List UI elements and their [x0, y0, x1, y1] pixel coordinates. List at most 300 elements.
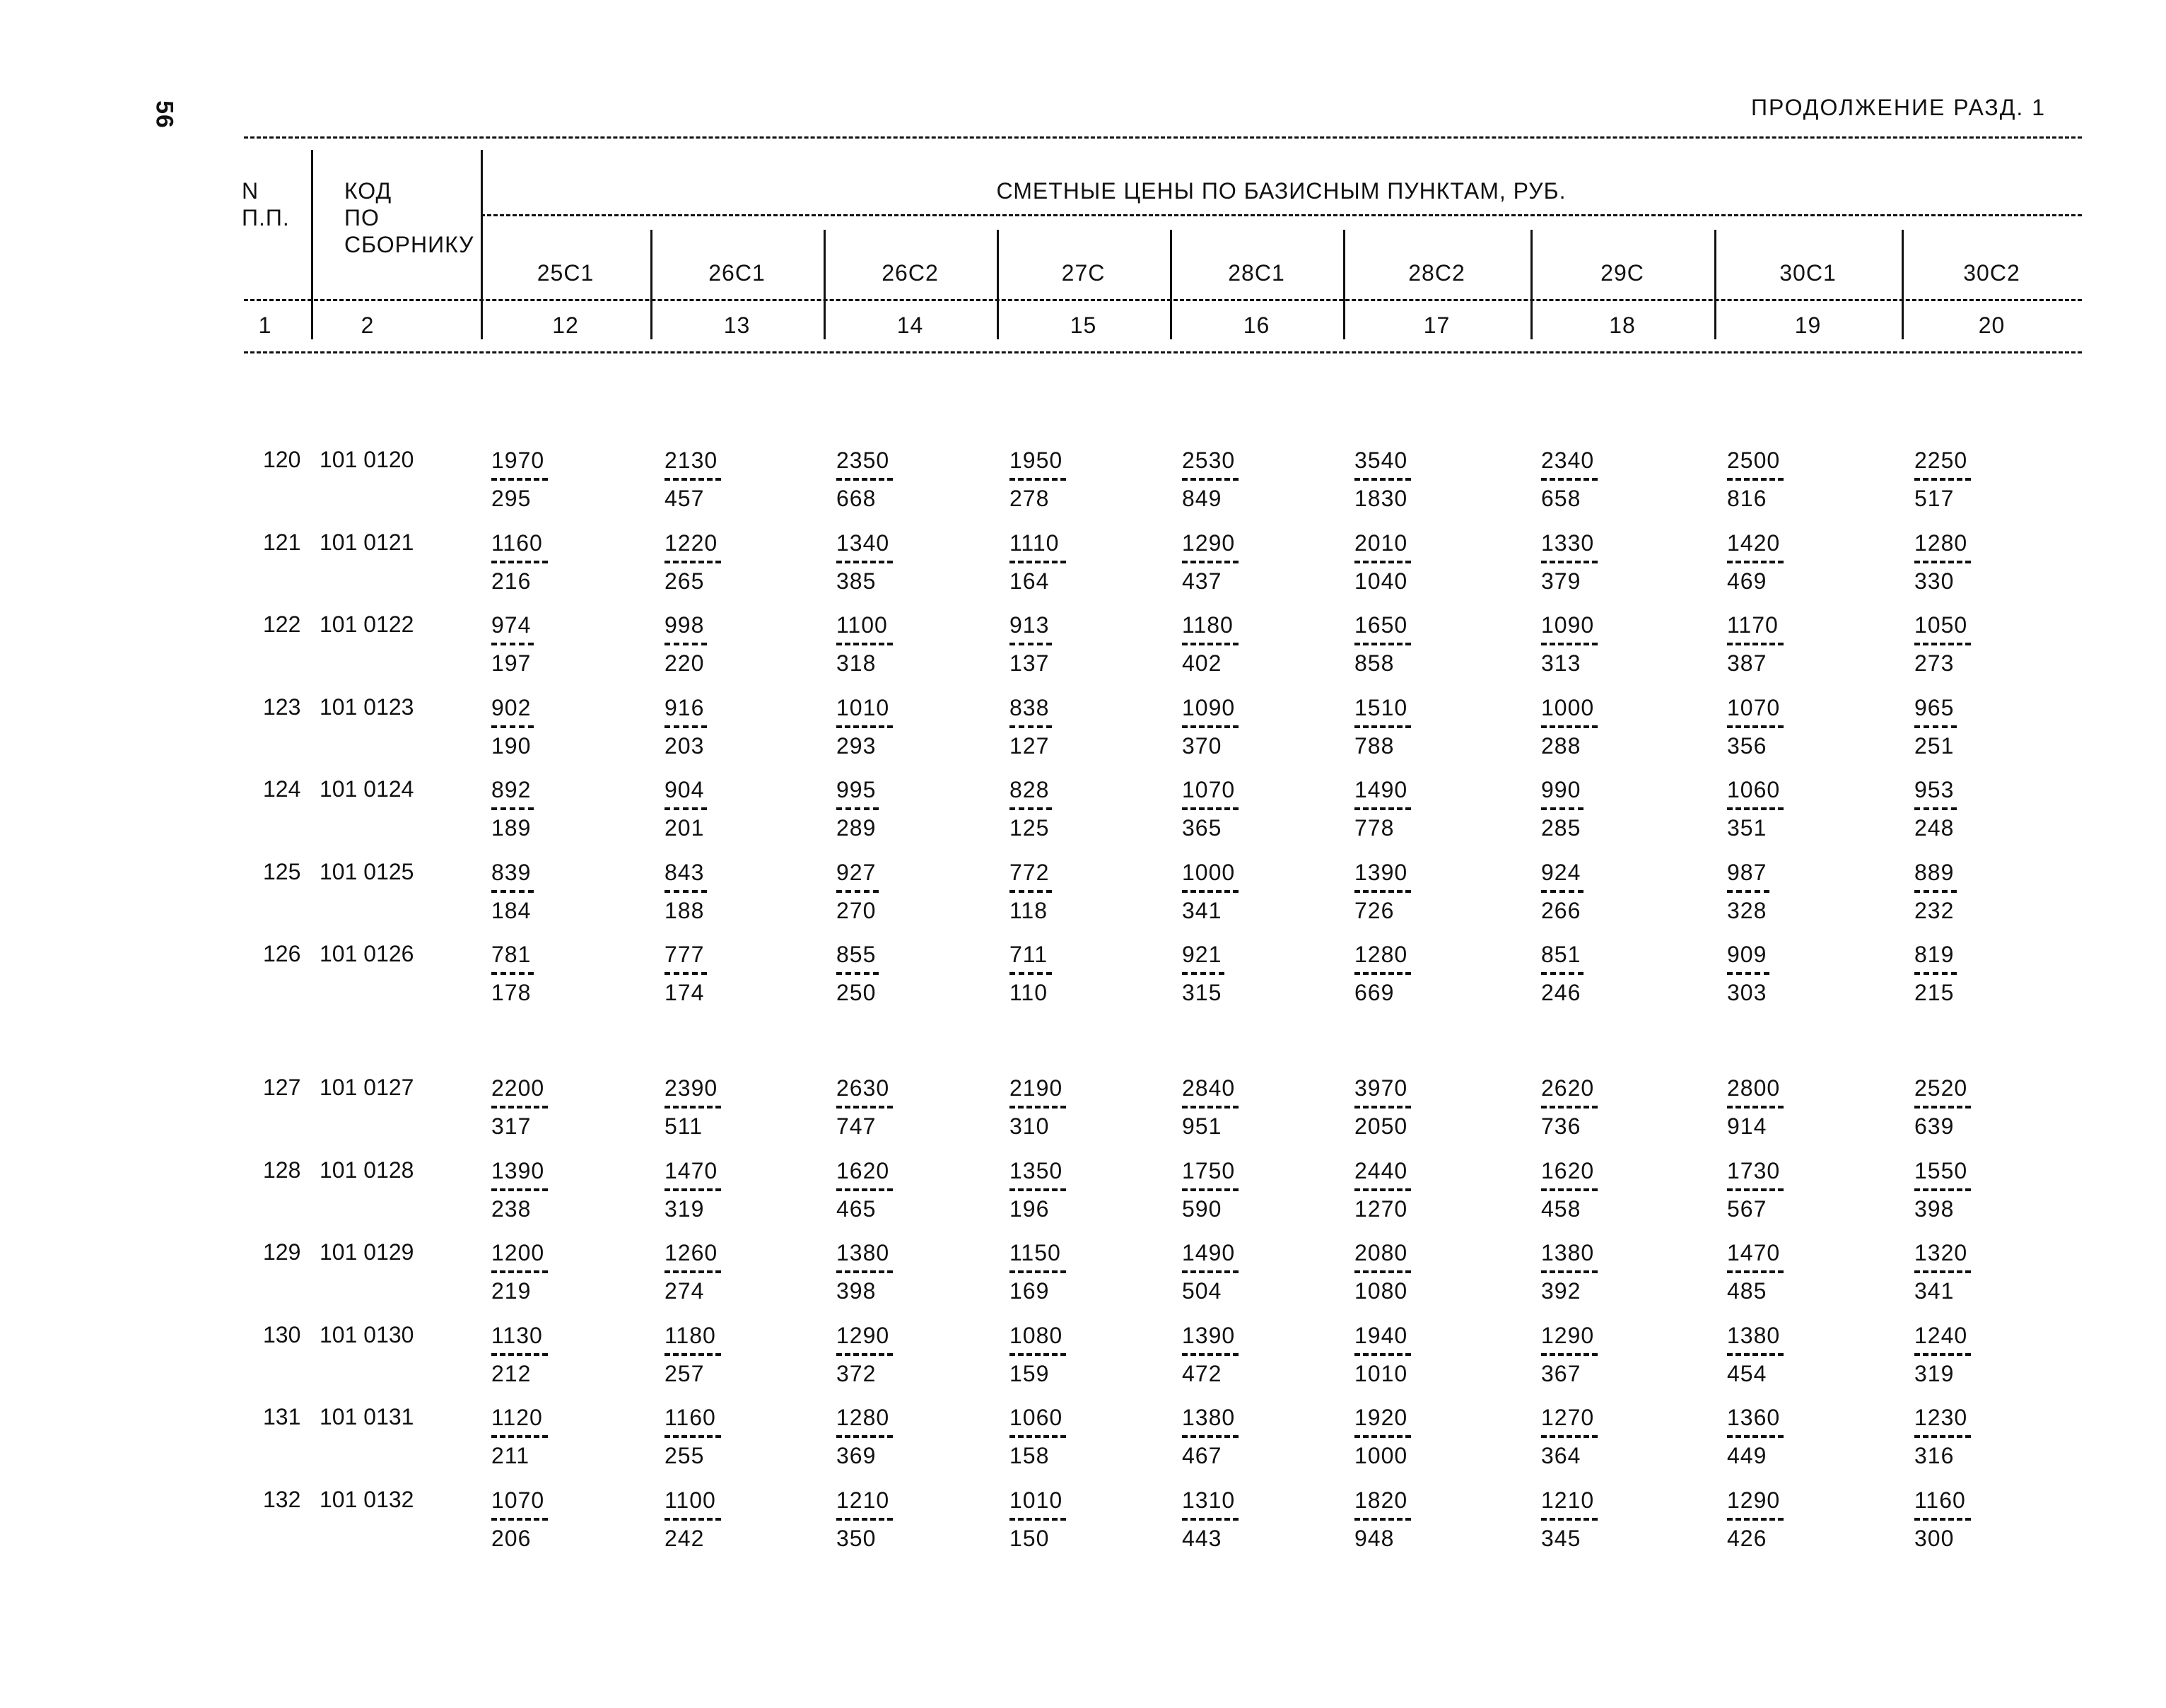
price-denominator: 469 — [1727, 568, 1767, 594]
fraction-bar — [1009, 807, 1052, 810]
fraction-bar — [1541, 478, 1598, 481]
price-numerator: 1090 — [1182, 694, 1236, 720]
fraction-bar — [836, 1435, 893, 1438]
price-numerator: 2530 — [1182, 448, 1236, 473]
price-numerator: 1390 — [1354, 859, 1408, 885]
price-denominator: 567 — [1727, 1195, 1767, 1222]
price-cell — [665, 1239, 721, 1304]
price-cell — [1727, 1487, 1784, 1552]
price-cell — [491, 1487, 548, 1552]
price-denominator: 472 — [1182, 1360, 1222, 1386]
fraction-bar — [1182, 1353, 1239, 1356]
price-cell — [836, 530, 893, 595]
price-numerator: 1280 — [1354, 942, 1408, 967]
price-denominator: 1080 — [1354, 1278, 1408, 1304]
fraction-bar — [1182, 890, 1239, 893]
header-divider — [1902, 230, 1904, 339]
price-numerator: 1620 — [836, 1157, 890, 1183]
price-cell — [1727, 530, 1784, 595]
price-numerator: 1650 — [1354, 612, 1408, 638]
price-numerator: 2200 — [491, 1075, 545, 1101]
price-numerator: 995 — [836, 777, 877, 802]
price-numerator: 781 — [491, 942, 532, 967]
fraction-bar — [491, 1435, 548, 1438]
price-cell — [1541, 1322, 1598, 1387]
price-denominator: 257 — [665, 1360, 705, 1386]
price-numerator: 851 — [1541, 942, 1581, 967]
price-cell — [1009, 530, 1066, 595]
price-numerator: 924 — [1541, 859, 1581, 885]
price-denominator: 300 — [1914, 1525, 1955, 1551]
fraction-bar — [1914, 1518, 1971, 1521]
price-cell — [1914, 612, 1971, 677]
price-cell — [836, 694, 893, 759]
price-numerator: 927 — [836, 859, 877, 885]
price-numerator: 1340 — [836, 530, 890, 556]
price-denominator: 184 — [491, 897, 532, 923]
fraction-bar — [1541, 1188, 1598, 1191]
fraction-bar — [491, 1106, 548, 1109]
price-cell — [491, 859, 534, 924]
price-cell — [1009, 1322, 1066, 1387]
col-code-header: СБОРНИКУ — [344, 232, 474, 257]
price-numerator: 3540 — [1354, 448, 1408, 473]
price-cell — [491, 447, 548, 512]
price-numerator: 965 — [1914, 694, 1955, 720]
price-numerator: 1290 — [836, 1322, 890, 1348]
price-numerator: 2340 — [1541, 448, 1595, 473]
row-number: 120 — [263, 447, 301, 472]
row-code: 101 0130 — [320, 1321, 414, 1347]
price-cell — [1914, 1075, 1971, 1140]
price-denominator: 293 — [836, 732, 877, 759]
page-number: 56 — [151, 100, 178, 129]
price-numerator: 1390 — [1182, 1322, 1236, 1348]
fraction-bar — [1182, 1435, 1239, 1438]
col-code-header: КОД — [344, 178, 392, 204]
fraction-bar — [1009, 643, 1052, 645]
price-denominator: 437 — [1182, 568, 1222, 594]
fraction-bar — [1009, 1188, 1066, 1191]
price-cell — [1354, 1157, 1411, 1222]
price-cell — [1727, 776, 1784, 841]
price-denominator: 278 — [1009, 486, 1050, 511]
price-denominator: 250 — [836, 980, 877, 1005]
price-numerator: 2390 — [665, 1075, 718, 1101]
price-cell — [1541, 1075, 1598, 1140]
price-denominator: 118 — [1009, 897, 1048, 923]
fraction-bar — [1727, 807, 1784, 810]
fraction-bar — [1727, 1270, 1784, 1273]
price-denominator: 174 — [665, 980, 705, 1005]
price-numerator: 772 — [1009, 859, 1050, 885]
fraction-bar — [836, 807, 879, 810]
fraction-bar — [665, 1518, 721, 1521]
fraction-bar — [491, 725, 534, 728]
price-numerator: 990 — [1541, 777, 1581, 802]
price-cell — [1182, 776, 1239, 841]
row-number: 127 — [263, 1075, 301, 1100]
price-denominator: 232 — [1914, 897, 1955, 923]
column-number: 12 — [552, 312, 579, 338]
price-cell — [1009, 694, 1052, 759]
price-numerator: 839 — [491, 859, 532, 885]
header-mid-rule — [244, 299, 2082, 301]
price-cell — [665, 859, 707, 924]
fraction-bar — [491, 1270, 548, 1273]
price-cell — [1354, 1075, 1411, 1140]
price-numerator: 1060 — [1009, 1405, 1063, 1430]
price-cell — [836, 1322, 893, 1387]
point-label: 25С1 — [537, 260, 595, 286]
fraction-bar — [1354, 807, 1411, 810]
fraction-bar — [1182, 643, 1239, 645]
fraction-bar — [1914, 972, 1957, 975]
price-denominator: 669 — [1354, 980, 1395, 1005]
fraction-bar — [1354, 972, 1411, 975]
price-cell — [1727, 1322, 1784, 1387]
price-denominator: 285 — [1541, 815, 1581, 841]
fraction-bar — [836, 478, 893, 481]
price-cell — [491, 612, 534, 677]
price-denominator: 668 — [836, 486, 877, 511]
price-denominator: 273 — [1914, 650, 1955, 676]
column-number: 15 — [1070, 312, 1097, 338]
price-cell — [1914, 1487, 1971, 1552]
price-denominator: 517 — [1914, 486, 1955, 511]
row-code: 101 0124 — [320, 776, 414, 802]
fraction-bar — [1182, 478, 1239, 481]
fraction-bar — [836, 1353, 893, 1356]
price-numerator: 1230 — [1914, 1405, 1968, 1430]
price-cell — [1541, 447, 1598, 512]
price-cell — [1009, 776, 1052, 841]
price-denominator: 379 — [1541, 568, 1581, 594]
row-number: 131 — [263, 1404, 301, 1429]
column-number: 13 — [723, 312, 751, 338]
price-denominator: 788 — [1354, 732, 1395, 759]
price-denominator: 951 — [1182, 1113, 1222, 1139]
price-denominator: 341 — [1914, 1278, 1955, 1304]
price-numerator: 1920 — [1354, 1405, 1408, 1430]
fraction-bar — [1009, 972, 1052, 975]
price-numerator: 1170 — [1727, 612, 1779, 638]
price-numerator: 1380 — [1182, 1405, 1236, 1430]
price-numerator: 1070 — [1727, 694, 1781, 720]
price-cell — [1727, 612, 1784, 677]
fraction-bar — [665, 972, 707, 975]
price-numerator: 1490 — [1354, 777, 1408, 802]
price-cell — [836, 941, 879, 1006]
price-denominator: 948 — [1354, 1525, 1395, 1551]
price-numerator: 1320 — [1914, 1240, 1968, 1265]
price-numerator: 1730 — [1727, 1157, 1781, 1183]
price-numerator: 1200 — [491, 1240, 545, 1265]
price-denominator: 467 — [1182, 1443, 1222, 1468]
price-cell — [1914, 1239, 1971, 1304]
price-denominator: 190 — [491, 732, 532, 759]
price-numerator: 904 — [665, 777, 705, 802]
price-numerator: 1210 — [1541, 1487, 1595, 1513]
fraction-bar — [1354, 478, 1411, 481]
header-bottom-rule — [244, 351, 2082, 353]
price-cell — [1541, 612, 1598, 677]
price-numerator: 913 — [1009, 612, 1050, 638]
column-number: 17 — [1423, 312, 1451, 338]
price-denominator: 206 — [491, 1525, 532, 1551]
fraction-bar — [1182, 725, 1239, 728]
price-numerator: 1220 — [665, 530, 718, 556]
price-cell — [1182, 859, 1239, 924]
price-cell — [1727, 1075, 1784, 1140]
price-cell — [665, 1075, 721, 1140]
price-numerator: 987 — [1727, 859, 1767, 885]
price-numerator: 2250 — [1914, 448, 1968, 473]
row-number: 124 — [263, 776, 301, 802]
price-denominator: 266 — [1541, 897, 1581, 923]
price-numerator: 916 — [665, 694, 705, 720]
price-numerator: 1290 — [1541, 1322, 1595, 1348]
price-cell — [1182, 1157, 1239, 1222]
price-denominator: 313 — [1541, 650, 1581, 676]
price-numerator: 1010 — [1009, 1487, 1063, 1513]
fraction-bar — [836, 890, 879, 893]
price-cell — [1914, 776, 1957, 841]
fraction-bar — [491, 643, 534, 645]
fraction-bar — [1914, 1188, 1971, 1191]
row-code: 101 0127 — [320, 1075, 414, 1100]
price-denominator: 345 — [1541, 1525, 1581, 1551]
price-numerator: 1000 — [1182, 859, 1236, 885]
price-numerator: 998 — [665, 612, 705, 638]
fraction-bar — [1914, 1270, 1971, 1273]
price-numerator: 1000 — [1541, 694, 1595, 720]
price-cell — [1009, 612, 1052, 677]
price-numerator: 1550 — [1914, 1157, 1968, 1183]
fraction-bar — [1009, 890, 1052, 893]
price-denominator: 295 — [491, 486, 532, 511]
fraction-bar — [1009, 1106, 1066, 1109]
row-number: 122 — [263, 612, 301, 637]
price-numerator: 2350 — [836, 448, 890, 473]
fraction-bar — [1914, 643, 1971, 645]
fraction-bar — [1914, 1106, 1971, 1109]
point-label: 30С1 — [1779, 260, 1837, 286]
price-cell — [491, 1239, 548, 1304]
price-numerator: 2010 — [1354, 530, 1408, 556]
price-cell — [1727, 1404, 1784, 1469]
price-cell — [665, 694, 707, 759]
price-cell — [665, 447, 721, 512]
price-numerator: 711 — [1009, 942, 1048, 967]
price-denominator: 1270 — [1354, 1195, 1408, 1222]
price-numerator: 843 — [665, 859, 705, 885]
price-numerator: 1160 — [665, 1405, 716, 1430]
price-denominator: 1000 — [1354, 1443, 1408, 1468]
price-denominator: 220 — [665, 650, 705, 676]
price-cell — [1182, 1404, 1239, 1469]
header-divider — [1343, 230, 1345, 339]
fraction-bar — [1914, 890, 1957, 893]
price-cell — [1541, 1404, 1598, 1469]
fraction-bar — [1009, 725, 1052, 728]
row-code: 101 0120 — [320, 447, 414, 472]
price-cell — [665, 941, 707, 1006]
price-denominator: 367 — [1541, 1360, 1581, 1386]
price-denominator: 369 — [836, 1443, 877, 1468]
price-denominator: 356 — [1727, 732, 1767, 759]
fraction-bar — [1354, 890, 1411, 893]
price-cell — [836, 1487, 893, 1552]
price-cell — [836, 859, 879, 924]
fraction-bar — [1727, 1106, 1784, 1109]
fraction-bar — [1354, 1518, 1411, 1521]
price-denominator: 238 — [491, 1195, 532, 1222]
fraction-bar — [1727, 561, 1784, 563]
point-label: 28С1 — [1228, 260, 1285, 286]
fraction-bar — [491, 807, 534, 810]
price-cell — [836, 1075, 893, 1140]
price-denominator: 816 — [1727, 486, 1767, 511]
fraction-bar — [1541, 1106, 1598, 1109]
row-code: 101 0125 — [320, 858, 414, 884]
fraction-bar — [665, 561, 721, 563]
price-cell — [491, 1404, 548, 1469]
price-denominator: 265 — [665, 568, 705, 594]
price-numerator: 1070 — [1182, 777, 1236, 802]
fraction-bar — [1354, 725, 1411, 728]
price-numerator: 1750 — [1182, 1157, 1236, 1183]
price-denominator: 398 — [836, 1278, 877, 1304]
point-label: 29С — [1600, 260, 1644, 286]
price-numerator: 1380 — [1541, 1240, 1595, 1265]
fraction-bar — [491, 1188, 548, 1191]
price-cell — [1541, 1487, 1598, 1552]
price-numerator: 1290 — [1182, 530, 1236, 556]
price-denominator: 328 — [1727, 897, 1767, 923]
column-number: 16 — [1243, 312, 1270, 338]
price-numerator: 1270 — [1541, 1405, 1595, 1430]
price-numerator: 921 — [1182, 942, 1222, 967]
price-cell — [836, 447, 893, 512]
price-numerator: 2130 — [665, 448, 718, 473]
fraction-bar — [665, 1188, 721, 1191]
fraction-bar — [1541, 890, 1583, 893]
row-code: 101 0128 — [320, 1157, 414, 1183]
fraction-bar — [1727, 643, 1784, 645]
price-cell — [1182, 612, 1239, 677]
column-number: 2 — [361, 312, 375, 338]
price-denominator: 310 — [1009, 1113, 1050, 1139]
fraction-bar — [1914, 561, 1971, 563]
price-numerator: 953 — [1914, 777, 1955, 802]
price-denominator: 319 — [1914, 1360, 1955, 1386]
fraction-bar — [1182, 1518, 1239, 1521]
price-cell — [1354, 1487, 1411, 1552]
point-label: 26С1 — [708, 260, 766, 286]
fraction-bar — [1727, 1188, 1784, 1191]
price-cell — [1541, 530, 1598, 595]
header-divider — [311, 150, 313, 339]
price-denominator: 110 — [1009, 980, 1048, 1005]
price-cell — [491, 941, 534, 1006]
price-numerator: 2500 — [1727, 448, 1781, 473]
fraction-bar — [1914, 725, 1957, 728]
price-denominator: 197 — [491, 650, 532, 676]
row-number: 123 — [263, 694, 301, 720]
price-denominator: 215 — [1914, 980, 1955, 1005]
row-code: 101 0121 — [320, 529, 414, 555]
fraction-bar — [836, 561, 893, 563]
price-denominator: 511 — [665, 1113, 703, 1139]
price-cell — [1182, 1322, 1239, 1387]
fraction-bar — [1727, 890, 1769, 893]
price-numerator: 1490 — [1182, 1240, 1236, 1265]
price-cell — [665, 530, 721, 595]
price-numerator: 2620 — [1541, 1075, 1595, 1101]
price-numerator: 1380 — [1727, 1322, 1781, 1348]
price-cell — [1009, 447, 1066, 512]
price-numerator: 1360 — [1727, 1405, 1781, 1430]
price-numerator: 1060 — [1727, 777, 1781, 802]
column-number: 1 — [258, 312, 272, 338]
price-cell — [836, 612, 893, 677]
price-denominator: 318 — [836, 650, 877, 676]
price-denominator: 747 — [836, 1113, 877, 1139]
row-number: 129 — [263, 1239, 301, 1265]
price-numerator: 2440 — [1354, 1157, 1408, 1183]
column-number: 18 — [1609, 312, 1636, 338]
price-cell — [1914, 1157, 1971, 1222]
price-numerator: 1280 — [1914, 530, 1968, 556]
fraction-bar — [1182, 561, 1239, 563]
fraction-bar — [1727, 1435, 1784, 1438]
fraction-bar — [836, 643, 893, 645]
price-denominator: 778 — [1354, 815, 1395, 841]
price-denominator: 212 — [491, 1360, 532, 1386]
fraction-bar — [1541, 807, 1583, 810]
price-numerator: 838 — [1009, 694, 1050, 720]
price-numerator: 855 — [836, 942, 877, 967]
price-cell — [1354, 859, 1411, 924]
price-numerator: 1950 — [1009, 448, 1063, 473]
price-denominator: 457 — [665, 486, 705, 511]
fraction-bar — [1354, 643, 1411, 645]
fraction-bar — [1727, 478, 1784, 481]
price-cell — [1541, 1157, 1598, 1222]
row-code: 101 0126 — [320, 941, 414, 966]
price-cell — [491, 694, 534, 759]
fraction-bar — [1727, 725, 1784, 728]
col-n-header: N — [242, 178, 259, 204]
price-cell — [1009, 1075, 1066, 1140]
price-denominator: 127 — [1009, 732, 1050, 759]
fraction-bar — [1182, 972, 1224, 975]
price-denominator: 248 — [1914, 815, 1955, 841]
price-numerator: 1150 — [1009, 1240, 1061, 1265]
price-denominator: 372 — [836, 1360, 877, 1386]
price-numerator: 1110 — [1009, 530, 1060, 556]
price-cell — [1727, 1239, 1784, 1304]
header-divider — [824, 230, 826, 339]
price-denominator: 465 — [836, 1195, 877, 1222]
row-number: 128 — [263, 1157, 301, 1183]
price-numerator: 902 — [491, 694, 532, 720]
price-numerator: 1280 — [836, 1405, 890, 1430]
fraction-bar — [836, 725, 893, 728]
price-numerator: 3970 — [1354, 1075, 1408, 1101]
col-code-header: ПО — [344, 205, 380, 230]
